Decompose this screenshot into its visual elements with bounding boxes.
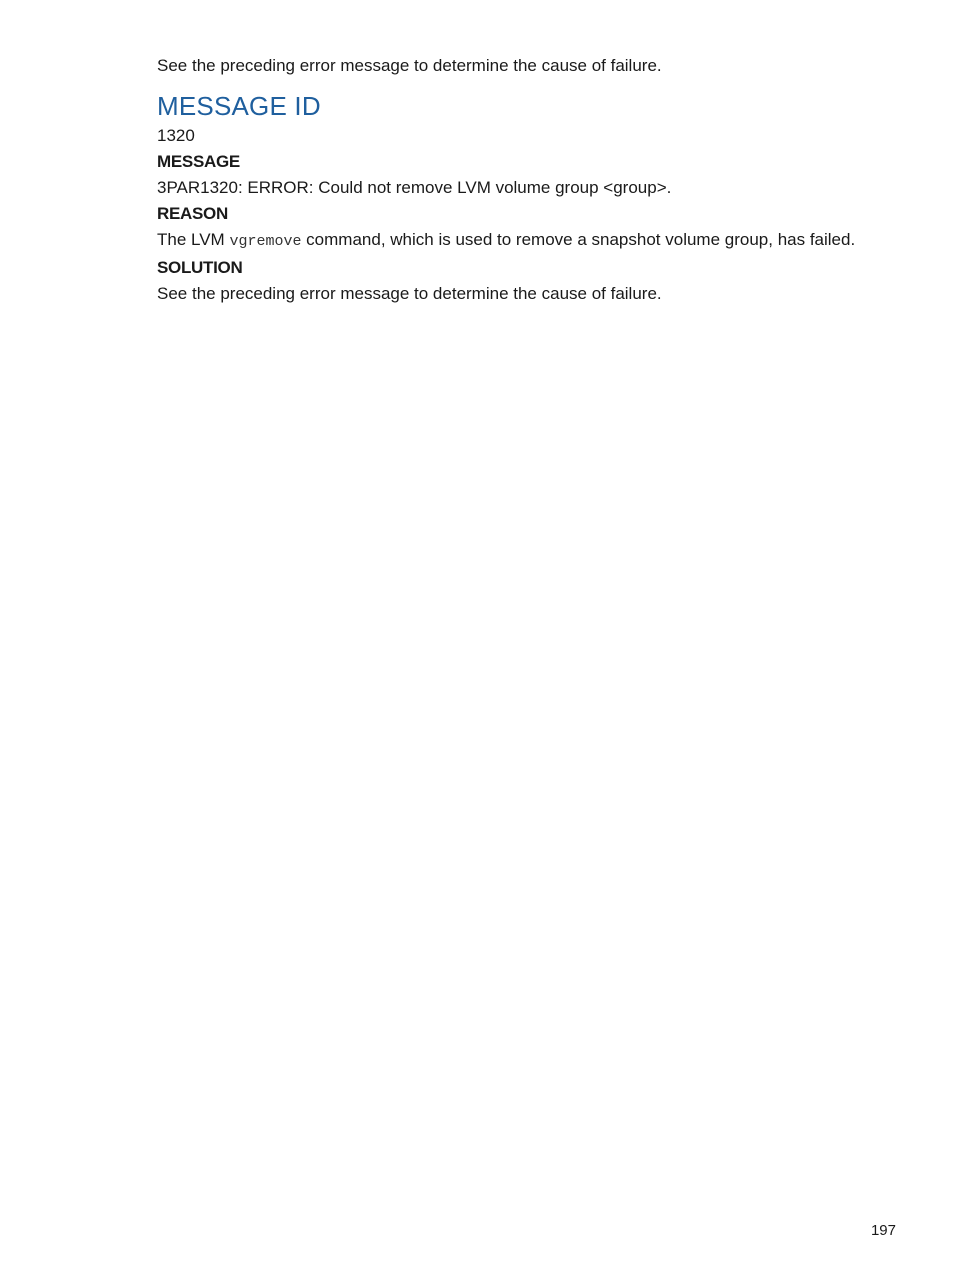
reason-label: REASON [157,204,228,223]
message-id-heading: MESSAGE ID [157,91,321,121]
document-body [157,54,897,306]
reason-command-code: vgremove [229,233,302,250]
solution-text: See the preceding error message to determine the cause of failure. [157,284,662,303]
message-text: 3PAR1320: ERROR: Could not remove LVM volume group <group>. [157,178,672,197]
message-id-value: 1320 [157,126,195,145]
reason-text-before: The LVM [157,230,230,249]
solution-label: SOLUTION [157,258,243,277]
reason-text-after: command, which is used to remove a snapshot volume group, has failed. [301,230,856,249]
page-number: 197 [870,1222,896,1239]
message-label: MESSAGE [157,152,240,171]
reason-text [157,228,897,254]
intro-paragraph: See the preceding error message to determine the cause of failure. [157,56,662,75]
